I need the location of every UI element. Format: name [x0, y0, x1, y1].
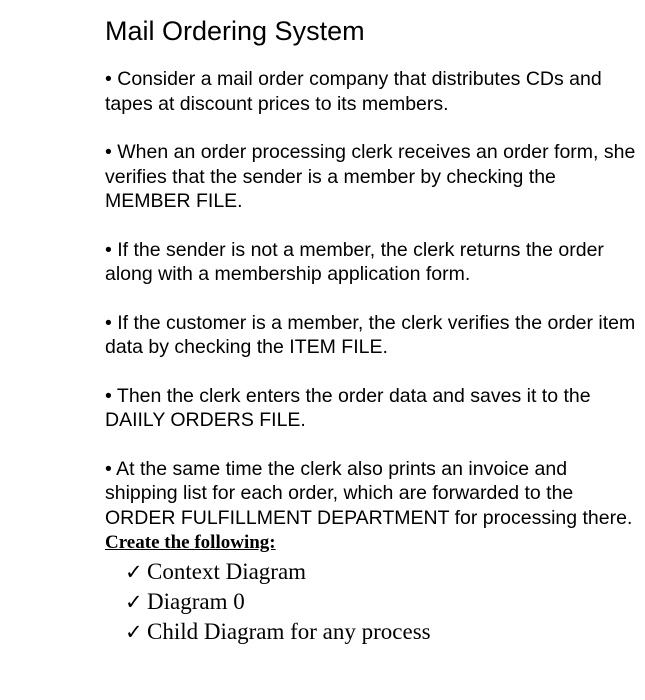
bullet-paragraph-1: [105, 67, 640, 116]
bullet-text: Consider a mail order company that distributes CDs and tapes at discount prices to its members.: [105, 68, 602, 115]
task-text: Child Diagram for any process: [147, 619, 431, 644]
bullet-paragraph-3: [105, 238, 640, 287]
task-text: Diagram 0: [147, 589, 245, 614]
bullet-paragraph-5: [105, 384, 640, 433]
bullet-text: If the customer is a member, the clerk verifies the order item data by checking the ITEM FILE.: [105, 311, 636, 358]
task-item-context-diagram: [125, 557, 640, 587]
bullet-text: Then the clerk enters the order data and saves it to the DAIILY ORDERS FILE.: [105, 384, 591, 431]
document-page: [105, 14, 640, 647]
bullet-mark: •: [105, 384, 112, 407]
bullet-mark: •: [105, 311, 112, 334]
bullet-mark: •: [105, 141, 112, 163]
bullet-mark: •: [105, 68, 112, 90]
bullet-text: If the sender is not a member, the clerk returns the order along with a membership application form.: [105, 238, 604, 285]
task-text: Context Diagram: [147, 559, 307, 584]
page-title: Mail Ordering System: [105, 16, 365, 46]
checkmark-icon: ✓: [125, 590, 143, 614]
task-item-diagram-0: [125, 587, 640, 617]
bullet-mark: •: [105, 238, 112, 261]
checkmark-icon: ✓: [125, 620, 143, 644]
bullet-paragraph-4: [105, 311, 640, 360]
bullet-mark: •: [105, 457, 112, 480]
bullet-paragraph-6: [105, 457, 640, 531]
bullet-paragraph-2: [105, 140, 640, 214]
task-heading: Create the following:: [105, 532, 276, 553]
bullet-text: When an order processing clerk receives an order form, she verifies that the sender is a member by checking the MEMBER FILE.: [105, 141, 636, 212]
task-item-child-diagram: [125, 617, 640, 647]
bullet-text: At the same time the clerk also prints an invoice and shipping list for each order, which are forwarded to the ORDER FULFILLMENT DEPARTMENT for processing there.: [105, 457, 633, 529]
checkmark-icon: ✓: [125, 560, 143, 584]
task-list: [125, 557, 640, 647]
